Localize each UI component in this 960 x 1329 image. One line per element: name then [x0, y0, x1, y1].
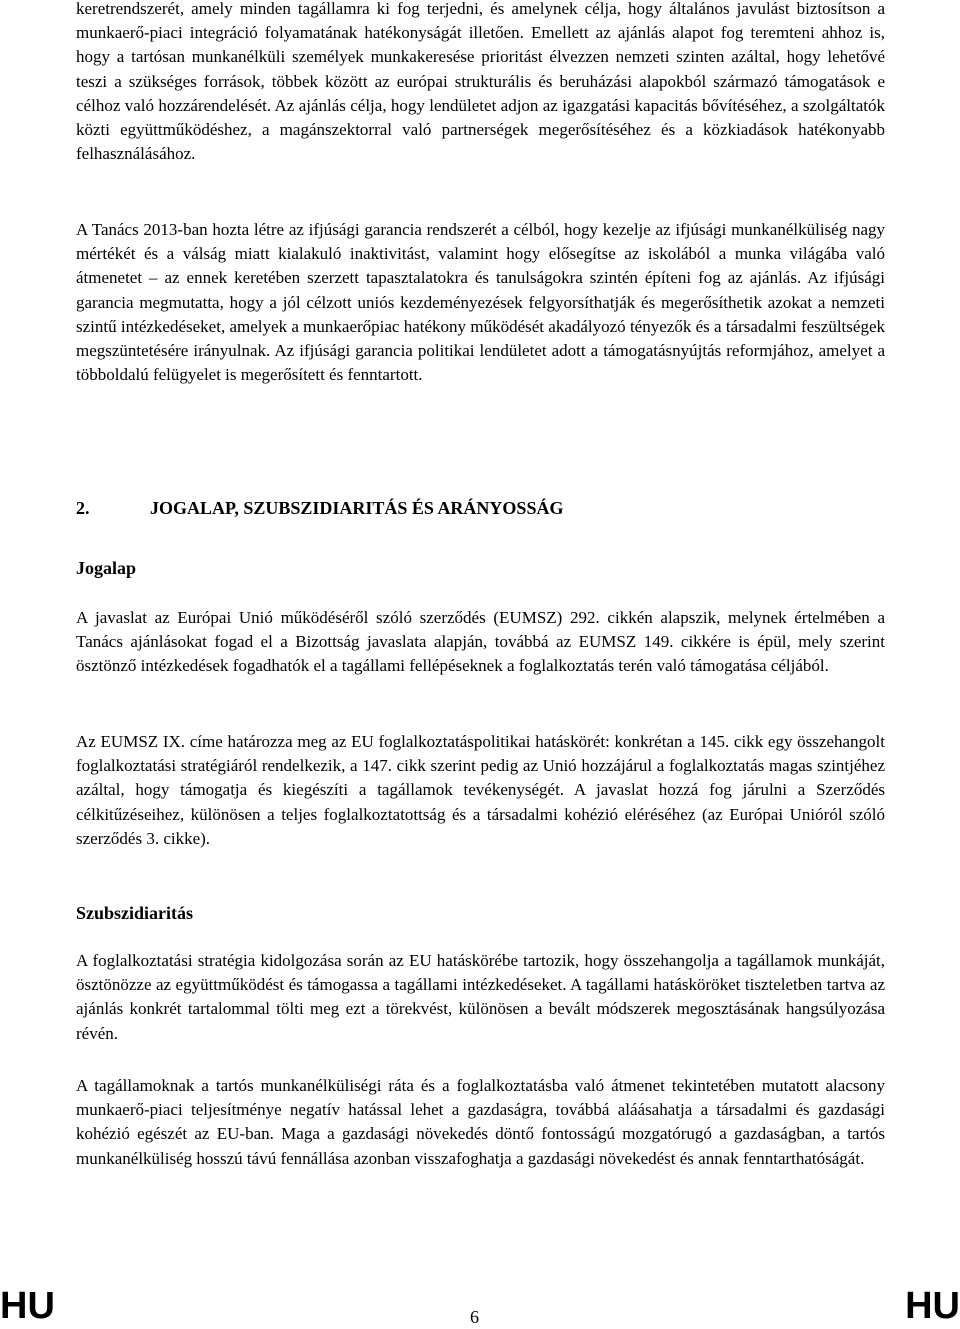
paragraph-intro-continued: keretrendszerét, amely minden tagállamra ki fog terjedni, és amelynek célja, hogy általános javulást biztosítson a munkaerő-piaci integráció folyamatának hatékonyságát illetően. Emellett az ajánlás alapot fog teremteni ahhoz is, hogy a tartósan munkanélküli személyek munkakeresése prioritást élvezzen nemzeti szinten azáltal, hogy lehetővé teszi a szükséges források, többek között az európai strukturális és beruházási alapokból származó támogatások e célhoz való hozzárendelését. Az ajánlás célja, hogy lendületet adjon az igazgatási kapacitás bővítéséhez, a szolgáltatók közti együttműködéshez, a magánszektorral való partnerségek megerősítéséhez és a közkiadások hatékonyabb felhasználásához. [76, 0, 885, 164]
footer-language-left: HU [0, 1285, 55, 1327]
subheading-legal-basis: Jogalap [76, 558, 137, 578]
paragraph-legal-basis-1: A javaslat az Európai Unió működéséről szóló szerződés (EUMSZ) 292. cikkén alapszik, melynek értelmében a Tanács ajánlásokat fogad el a Bizottság javaslata alapján, továbbá az EUMSZ 149. cikkére is épül, mely szerint ösztönző intézkedések fogadhatók el a tagállami fellépéseknek a foglalkoztatás terén való támogatása céljából. [76, 608, 885, 676]
paragraph-youth-guarantee: A Tanács 2013-ban hozta létre az ifjúsági garancia rendszerét a célból, hogy kezelje az ifjúsági munkanélküliség nagy mértékét és a válság miatt kialakuló inaktivitást, valamint hogy elősegítse az iskolából a munka világába való átmenetet – az ennek keretében szerzett tapasztalatokra és tanulságokra szintén építeni fog az ajánlás. Az ifjúsági garancia megmutatta, hogy a jól célzott uniós kezdeményezések felgyorsíthatják és megerősíthetik azokat a nemzeti szintű intézkedéseket, amelyek a munkaerőpiac hatékony működését akadályozó tényezők és a társadalmi feszültségek megszüntetésére irányulnak. Az ifjúsági garancia politikai lendületet adott a támogatásnyújtás reformjához, amelyet a többoldalú felügyelet is megerősített és fenntartott. [76, 220, 885, 385]
page-number: 6 [470, 1307, 479, 1327]
paragraph-subsidiarity-2: A tagállamoknak a tartós munkanélküliségi ráta és a foglalkoztatásba való átmenet tekintetében mutatott alacsony munkaerő-piaci teljesítménye negatív hatással lehet a gazdaságra, továbbá aláásahatja a társadalmi és gazdasági kohézió egészét az EU-ban. Maga a gazdasági növekedés döntő fontosságú mozgatórugó a gazdaságban, a tartós munkanélküliség hosszú távú fennállása azonban visszafoghatja a gazdasági növekedést és annak fenntarthatóságát. [76, 1076, 885, 1168]
section-title: JOGALAP, SZUBSZIDIARITÁS ÉS ARÁNYOSSÁG [150, 498, 564, 518]
paragraph-subsidiarity-1: A foglalkoztatási stratégia kidolgozása során az EU hatáskörébe tartozik, hogy összehangolja a tagállamok munkáját, ösztönözze az együttműködést és támogassa a tagállami intézkedéseket. A tagállami hatásköröket tiszteletben tartva az ajánlás konkrét tartalommal tölti meg ezt a törekvést, különösen a bevált módszerek megosztásának hangsúlyozása révén. [76, 951, 885, 1043]
section-heading [76, 496, 885, 520]
footer-language-right: HU [905, 1285, 960, 1327]
section-number: 2. [76, 498, 90, 518]
paragraph-legal-basis-2: Az EUMSZ IX. címe határozza meg az EU foglalkoztatáspolitikai hatáskörét: konkrétan a 145. cikk egy összehangolt foglalkoztatási stratégiáról rendelkezik, a 147. cikk szerint pedig az Unió hozzájárul a foglalkoztatás magas szintjéhez azáltal, hogy támogatja és kiegészíti a tagállamok tevékenységét. A javaslat hozzá fog járulni a Szerződés célkitűzéseihez, különösen a teljes foglalkoztatottság és a társadalmi kohézió eléréséhez (az Európai Unióról szóló szerződés 3. cikke). [76, 732, 885, 848]
subheading-subsidiarity: Szubszidiaritás [76, 903, 194, 923]
